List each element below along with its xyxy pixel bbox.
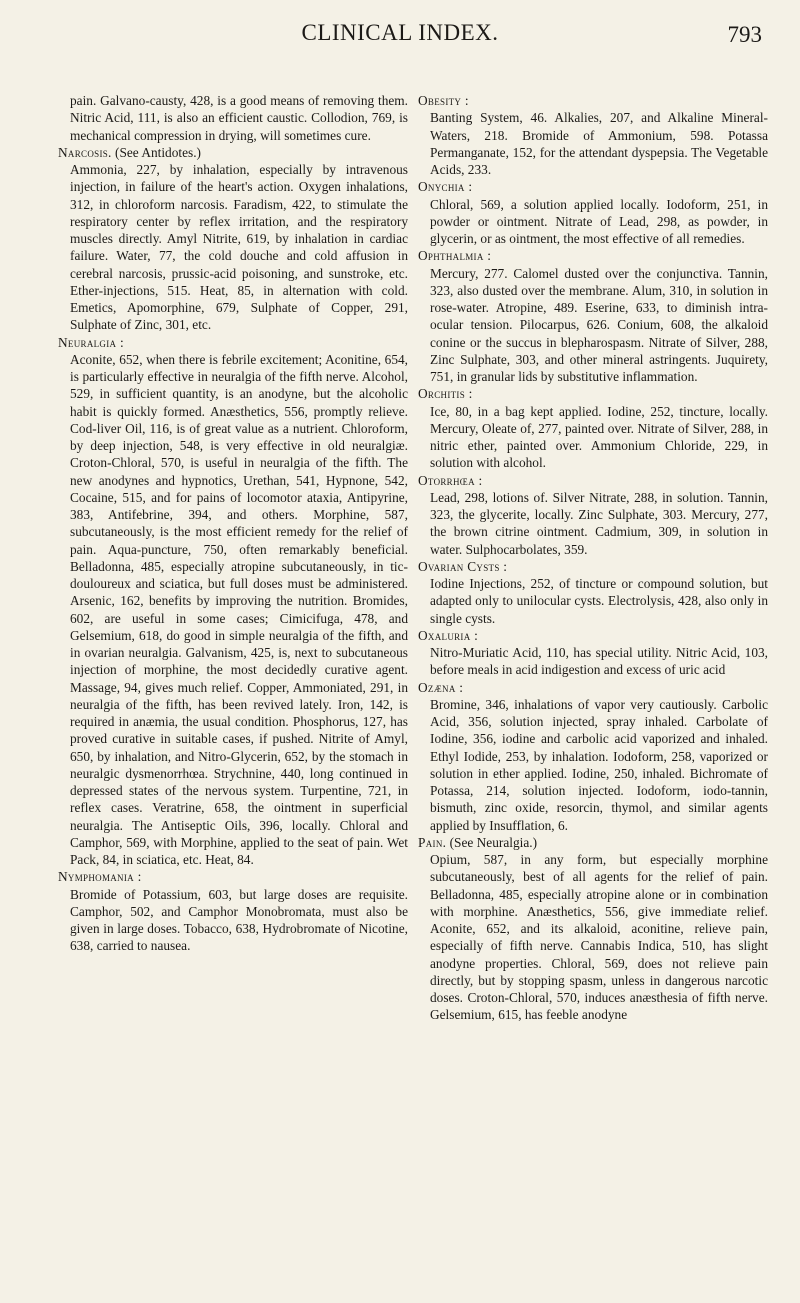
entry-body: Mercury, 277. Calomel dusted over the conjunctiva. Tannin, 323, also dusted over the membrane. Alum, 310, in solution in rose-water. Atropine, 489. Eserine, 633, to diminish intra-ocular tension. Pilocarpus, 626. Conium, 608, the alkaloid conine or the succus in blepharospasm. Nitrate of Silver, 288, Zinc Sulphate, 303, and other mineral astringents. Juquirety, 751, in granular lids by substitutive inflammation. xyxy=(430,265,768,384)
index-entry-oxaluria xyxy=(418,627,768,644)
entry-body: Nitro-Muriatic Acid, 110, has special utility. Nitric Acid, 103, before meals in acid indigestion and excess of uric acid xyxy=(430,645,768,678)
index-entry-neuralgia xyxy=(58,334,408,351)
entry-body: Opium, 587, in any form, but especially morphine subcutaneously, best of all agents for the relief of pain. Belladonna, 485, especially atropine alone or in combination with morphine. Anæsthetics, 556, give immediate relief. Aconite, 652, and its alkaloid, aconitine, relieve pain, especially of fifth nerve. Cannabis Indica, 510, has slight anodyne properties. Chloral, 569, does not relieve pain directly, but by stopping spasm, unless in dangerous narcotic doses. Croton-Chloral, 570, induces anæsthesia of fifth nerve. Gelsemium, 615, has feeble anodyne xyxy=(430,852,768,1023)
index-entry-ophthalmia xyxy=(418,247,768,264)
running-title: CLINICAL INDEX. xyxy=(301,20,499,45)
cross-reference: (See Neuralgia.) xyxy=(446,834,538,850)
left-column xyxy=(58,92,408,955)
cross-reference: (See Antidotes.) xyxy=(111,144,202,160)
entry-heading: Obesity : xyxy=(418,93,469,108)
entry-heading: Oxaluria : xyxy=(418,627,479,643)
entry-heading: Ozæna : xyxy=(418,679,464,695)
entry-body: Chloral, 569, a solution applied locally. Iodoform, 251, in powder or ointment. Nitrate of Lead, 298, as powder, in glycerin, or as ointment, the most effective of all remedies. xyxy=(430,196,768,246)
entry-heading: Narcosis. xyxy=(58,144,112,160)
index-entry-onychia xyxy=(418,178,768,195)
index-entry-ovarian-cysts xyxy=(418,558,768,575)
index-entry-orchitis xyxy=(418,385,768,402)
entry-body: Bromide of Potassium, 603, but large doses are requisite. Camphor, 502, and Camphor Monobromata, must also be given in large doses. Tobacco, 638, Hydrobromate of Nicotine, 638, carried to nausea. xyxy=(70,886,408,954)
index-entry-otorrhoea xyxy=(418,472,768,489)
entry-continuation: pain. Galvano-causty, 428, is a good means of removing them. Nitric Acid, 111, is also an efficient caustic. Collodion, 769, is mechanical compression in drying, will sometimes cure. xyxy=(70,93,408,143)
entry-body: Lead, 298, lotions of. Silver Nitrate, 288, in solution. Tannin, 323, the glycerite, locally. Zinc Sulphate, 303. Mercury, 277, the brown citrine ointment. Cadmium, 309, in solution in water. Sulphocarbolates, 359. xyxy=(430,489,768,557)
index-entry-obesity xyxy=(418,92,768,109)
entry-body: Banting System, 46. Alkalies, 207, and Alkaline Mineral-Waters, 218. Bromide of Ammonium, 598. Potassa Permanganate, 152, for the attendant dyspepsia. The Vegetable Acids, 233. xyxy=(430,110,768,177)
entry-body: Iodine Injections, 252, of tincture or compound solution, but adapted only to unilocular cysts. Electrolysis, 428, also only in single cysts. xyxy=(430,576,768,626)
index-entry-pain xyxy=(418,834,768,851)
entry-heading: Otorrhœa : xyxy=(418,472,483,488)
entry-heading: Onychia : xyxy=(418,179,473,195)
index-entry-narcosis xyxy=(58,144,408,161)
entry-heading: Pain. xyxy=(418,834,447,850)
entry-heading: Neuralgia : xyxy=(58,334,124,350)
page-number: 793 xyxy=(727,22,762,47)
entry-heading: Ophthalmia : xyxy=(418,248,492,264)
entry-heading: Ovarian Cysts : xyxy=(418,558,508,574)
entry-heading: Orchitis : xyxy=(418,386,473,402)
right-column xyxy=(418,92,768,1024)
page-header xyxy=(0,14,800,64)
entry-heading: Nymphomania : xyxy=(58,869,142,885)
entry-body: Bromine, 346, inhalations of vapor very cautiously. Carbolic Acid, 356, solution injected, spray inhaled. Carbolate of Iodine, 356, iodine and carbolic acid vaporized and inhaled. Ethyl Iodide, 253, by inhalation. Iodoform, 258, vaporized or solution in ether applied. Iodine, 250, inhaled. Bichromate of Potassa, 214, solution injected. Iodoform, iodo-tannin, bismuth, zinc oxide, resorcin, thymol, and similar agents applied by Insufflation, 6. xyxy=(430,696,768,833)
index-entry-nymphomania xyxy=(58,868,408,885)
entry-body: Ice, 80, in a bag kept applied. Iodine, 252, tincture, locally. Mercury, Oleate of, 277, painted over. Nitrate of Silver, 288, in nitric ether, painted over. Ammonium Chloride, 229, in solution with alcohol. xyxy=(430,403,768,471)
entry-body: Aconite, 652, when there is febrile excitement; Aconitine, 654, is particularly effective in neuralgia of the fifth nerve. Alcohol, 529, in sufficient quantity, is an anodyne, but the alcoholic habit is quickly formed. Anæsthetics, 556, promptly relieve. Cod-liver Oil, 116, is of great value as a nutrient. Chloroform, by deep injection, 548, is very effective in old neuralgiæ. Croton-Chloral, 570, is useful in neuralgia of the fifth. The new anodynes and hypnotics, Urethan, 541, Hypnone, 542, Cocaine, 515, and for pains of locomotor ataxia, Antipyrine, 383, Antifebrine, 394, and others. Morphine, 587, subcutaneously, is the most efficient remedy for the relief of pain. Aqua-puncture, 750, often remarkably beneficial. Belladonna, 485, especially atropine subcutaneously, in tic-douloureux and sciatica, but full doses must be administered. Arsenic, 162, benefits by improving the nutrition. Bromides, 602, are useful in some cases; Cimicifuga, 478, and Gelsemium, 618, do good in simple neuralgia of the fifth, and in ovarian neuralgia. Galvanism, 425, is, next to subcutaneous injection of morphine, the most decidedly curative agent. Massage, 94, gives much relief. Copper, Ammoniated, 291, in neuralgia of the fifth, has been revived lately. Iron, 142, is required in anæmia, the usual condition. Phosphorus, 127, has proved curative in suitable cases, if pushed. Nitrite of Amyl, 650, by inhalation, and Nitro-Glycerin, 652, by the stomach in neuralgic dysmenorrhœa. Strychnine, 440, long continued in depressed states of the nervous system. Turpentine, 721, in reflex cases. Veratrine, 658, the ointment in superficial neuralgia. The Antiseptic Oils, 396, locally. Chloral and Camphor, 569, with Morphine, applied to the seat of pain. Wet Pack, 84, in sciatica, etc. Heat, 84. xyxy=(70,351,408,867)
entry-body: Ammonia, 227, by inhalation, especially by intravenous injection, in failure of the heart's action. Oxygen inhalations, 312, in chloroform narcosis. Faradism, 422, to stimulate the respiratory center by reflex irritation, and the respiratory muscles directly. Amyl Nitrite, 619, by inhalation in cardiac failure. Water, 77, the cold douche and cold affusion in cerebral narcosis, prussic-acid poisoning, and sunstroke, etc. Ether-injections, 515. Heat, 85, in alternation with cold. Emetics, Apomorphine, 679, Sulphate of Copper, 291, Sulphate of Zinc, 301, etc. xyxy=(70,162,408,333)
index-entry-ozaena xyxy=(418,679,768,696)
